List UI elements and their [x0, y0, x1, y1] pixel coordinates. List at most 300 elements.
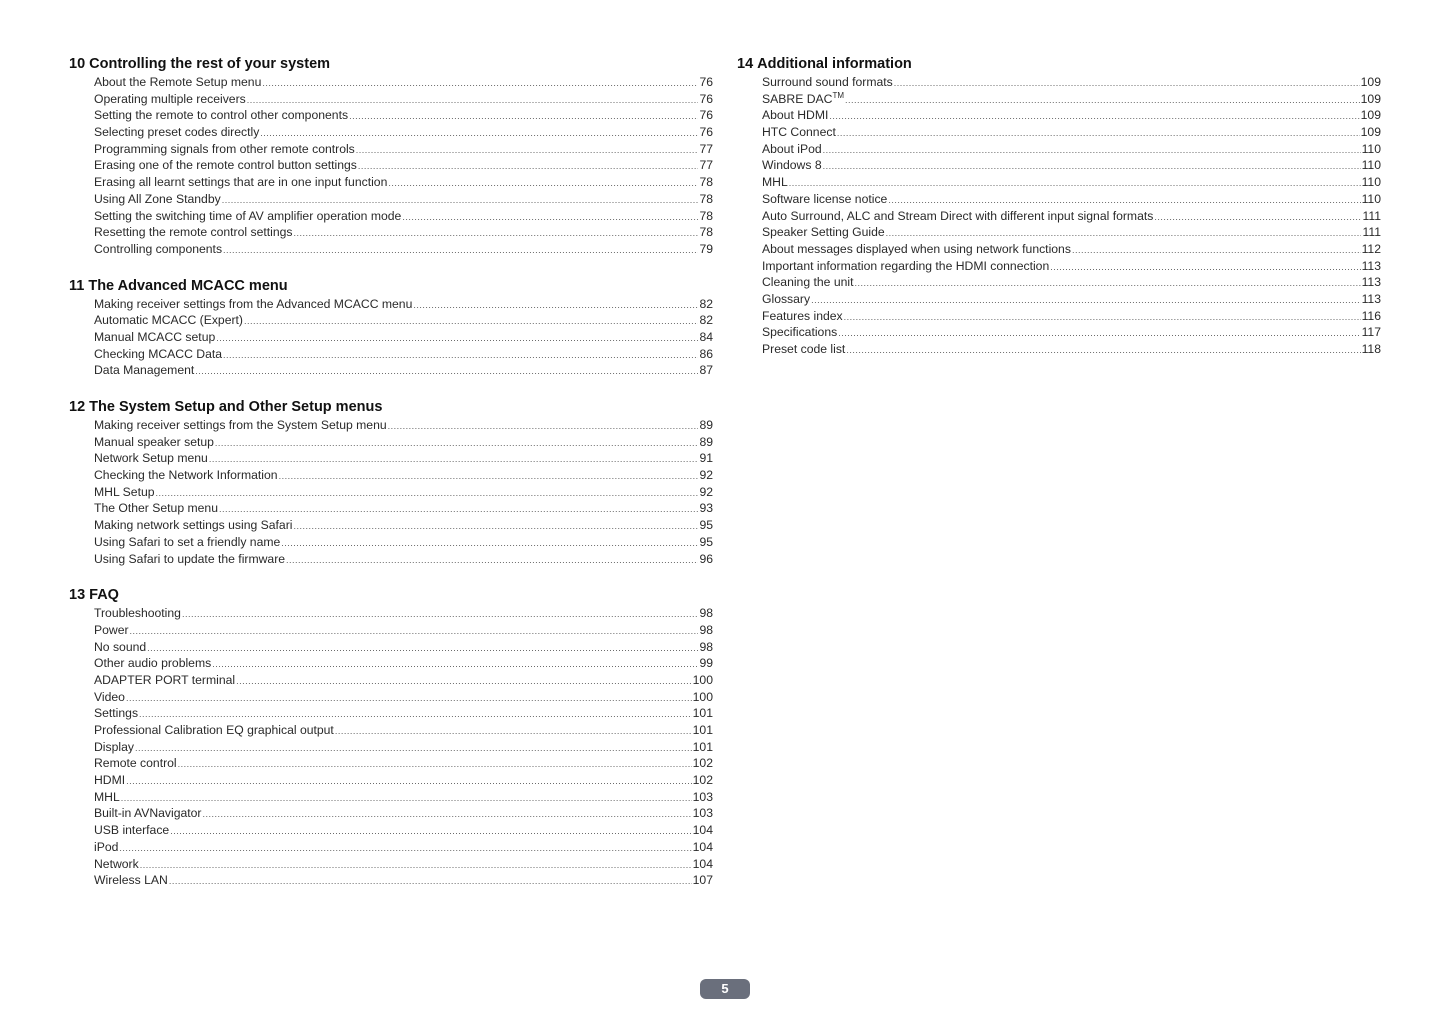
dot-leader	[178, 756, 692, 773]
toc-entry[interactable]	[737, 241, 1381, 258]
toc-entry[interactable]	[69, 856, 713, 873]
entry-page-number: 103	[692, 806, 713, 821]
entry-title-text: Erasing all learnt settings that are in one input function	[94, 175, 388, 190]
entry-title-text: Checking the Network Information	[94, 468, 278, 483]
entry-title-text: About the Remote Setup menu	[94, 75, 262, 89]
entry-title	[94, 417, 387, 434]
dot-leader	[823, 158, 1361, 175]
entry-title-text: Manual speaker setup	[94, 434, 214, 449]
toc-entry[interactable]	[737, 224, 1381, 241]
dot-leader	[139, 706, 692, 723]
entry-page-number: 98	[699, 622, 713, 637]
toc-entry[interactable]	[69, 208, 713, 225]
dot-leader	[279, 468, 699, 485]
entry-title	[94, 434, 214, 451]
dot-leader	[119, 840, 691, 857]
entry-title-text: iPod	[94, 839, 119, 854]
entry-page-number: 104	[692, 823, 713, 838]
entry-title	[762, 224, 885, 241]
toc-entry[interactable]	[737, 208, 1381, 225]
toc-entry[interactable]	[69, 872, 713, 889]
toc-entry[interactable]	[69, 296, 713, 313]
toc-entry[interactable]	[69, 191, 713, 208]
entry-page-number: 110	[1361, 141, 1381, 156]
dot-leader	[170, 823, 691, 840]
entry-title	[94, 157, 357, 174]
entry-title	[94, 689, 125, 706]
entry-page-number: 104	[692, 839, 713, 854]
toc-entry[interactable]	[737, 91, 1381, 108]
entry-title	[94, 739, 134, 756]
section-number: 10	[69, 56, 86, 72]
toc-section	[69, 398, 713, 567]
toc-entry[interactable]	[69, 534, 713, 551]
entry-page-number: 104	[692, 856, 713, 871]
entry-title-text: Settings	[94, 706, 139, 721]
toc-entry[interactable]	[737, 308, 1381, 325]
entry-title	[762, 124, 836, 141]
dot-leader	[130, 623, 699, 640]
section-heading[interactable]	[69, 586, 713, 605]
dot-leader	[1072, 242, 1361, 259]
entry-title-text: ADAPTER PORT terminal	[94, 672, 236, 687]
dot-leader	[126, 690, 692, 707]
toc-entry[interactable]	[69, 655, 713, 672]
section-title: The System Setup and Other Setup menus	[89, 399, 383, 415]
toc-entry[interactable]	[69, 224, 713, 241]
entry-page-number: 91	[699, 451, 713, 466]
toc-entry[interactable]	[69, 124, 713, 141]
entry-title	[762, 91, 844, 108]
entry-title-text: About HDMI	[762, 108, 829, 123]
toc-entry[interactable]	[69, 417, 713, 434]
toc-entry[interactable]	[69, 789, 713, 806]
entry-title-text: MHL	[94, 789, 120, 804]
entry-title	[762, 308, 843, 325]
entry-page-number: 109	[1360, 75, 1381, 89]
dot-leader	[195, 363, 698, 380]
entry-page-number: 77	[699, 141, 713, 156]
entry-title-text: Automatic MCACC (Expert)	[94, 313, 243, 328]
entry-title	[94, 722, 334, 739]
dot-leader	[147, 640, 698, 657]
entry-page-number: 95	[699, 518, 713, 533]
entry-page-number: 109	[1360, 108, 1381, 123]
toc-entry[interactable]	[69, 672, 713, 689]
entry-page-number: 92	[699, 484, 713, 499]
entry-page-number: 95	[699, 534, 713, 549]
entry-page-number: 113	[1361, 258, 1381, 273]
entry-title	[762, 174, 788, 191]
dot-leader	[247, 92, 699, 109]
dot-leader	[262, 75, 698, 92]
entry-title-text: Cleaning the unit	[762, 275, 854, 290]
entry-title-text: Operating multiple receivers	[94, 91, 246, 106]
entry-page-number: 82	[699, 296, 713, 311]
dot-leader	[854, 275, 1360, 292]
entry-title	[762, 107, 828, 124]
entry-title	[94, 450, 208, 467]
entry-page-number: 98	[699, 639, 713, 654]
entry-title-text: HTC Connect	[762, 125, 836, 140]
dot-leader	[402, 209, 698, 226]
entry-title	[94, 141, 355, 158]
trademark-superscript: TM	[832, 90, 844, 100]
entry-title	[94, 672, 235, 689]
entry-title	[762, 141, 822, 158]
entry-title-text: MHL Setup	[94, 484, 155, 499]
dot-leader	[335, 723, 692, 740]
entry-title-text: Important information regarding the HDMI connection	[762, 258, 1050, 273]
entry-title-text: Speaker Setting Guide	[762, 225, 885, 240]
dot-leader	[829, 108, 1359, 125]
entry-title	[94, 467, 278, 484]
entry-page-number: 76	[699, 91, 713, 106]
entry-title	[762, 274, 853, 291]
entry-title-text: Using All Zone Standby	[94, 191, 221, 206]
dot-leader	[244, 313, 698, 330]
toc-entry[interactable]	[737, 274, 1381, 291]
entry-title	[762, 208, 1153, 225]
entry-page-number: 100	[692, 672, 713, 687]
entry-title-text: Professional Calibration EQ graphical output	[94, 723, 334, 737]
dot-leader	[789, 175, 1361, 192]
page-number-badge: 5	[700, 979, 750, 999]
entry-page-number: 118	[1361, 342, 1381, 356]
toc-entry[interactable]	[69, 467, 713, 484]
entry-title-text: Setting the remote to control other components	[94, 108, 349, 123]
dot-leader	[811, 292, 1360, 309]
entry-page-number: 93	[699, 501, 713, 516]
dot-leader	[356, 142, 699, 159]
dot-leader	[388, 175, 698, 192]
section-heading[interactable]	[69, 277, 713, 296]
entry-title	[94, 484, 155, 501]
toc-entry[interactable]	[69, 705, 713, 722]
dot-leader	[281, 535, 698, 552]
toc-entry[interactable]	[69, 551, 713, 568]
dot-leader	[1050, 259, 1360, 276]
toc-entry[interactable]	[69, 91, 713, 108]
dot-leader	[846, 342, 1360, 359]
toc-entry[interactable]	[69, 107, 713, 124]
entry-title	[94, 839, 118, 856]
entry-title	[762, 157, 822, 174]
dot-leader	[215, 435, 699, 452]
toc-entry[interactable]	[737, 157, 1381, 174]
entry-title	[94, 174, 387, 191]
dot-leader	[823, 142, 1361, 159]
toc-entry[interactable]	[69, 622, 713, 639]
entry-page-number: 101	[692, 723, 713, 737]
toc-entry[interactable]	[69, 839, 713, 856]
toc-section	[69, 586, 713, 889]
dot-leader	[413, 297, 698, 314]
entry-page-number: 98	[699, 606, 713, 621]
entry-title	[94, 296, 412, 313]
dot-leader	[1154, 209, 1361, 226]
dot-leader	[169, 873, 692, 890]
entry-title-text: Software license notice	[762, 191, 888, 206]
entry-title-text: Display	[94, 739, 134, 754]
entry-page-number: 78	[699, 225, 713, 240]
toc-entry[interactable]	[737, 291, 1381, 308]
entry-title	[94, 872, 168, 889]
toc-entry[interactable]	[69, 346, 713, 363]
section-number: 12	[69, 399, 86, 415]
entry-title-text: Selecting preset codes directly	[94, 125, 260, 140]
entry-title-text: Preset code list	[762, 342, 846, 356]
entry-title	[94, 74, 261, 91]
section-heading[interactable]	[69, 398, 713, 417]
entry-title	[94, 551, 285, 568]
entry-page-number: 100	[692, 689, 713, 704]
entry-title	[94, 329, 215, 346]
entry-page-number: 82	[699, 313, 713, 328]
entry-page-number: 87	[699, 363, 713, 378]
entry-title	[94, 822, 169, 839]
entry-title	[94, 534, 280, 551]
entry-title-text: Manual MCACC setup	[94, 329, 216, 344]
toc-entry[interactable]	[69, 605, 713, 622]
dot-leader	[286, 552, 698, 569]
entry-page-number: 107	[692, 873, 713, 888]
entry-title	[94, 655, 211, 672]
dot-leader	[209, 451, 699, 468]
entry-title	[94, 705, 138, 722]
entry-title-text: Making receiver settings from the Advanced MCACC menu	[94, 296, 413, 311]
toc-section	[69, 55, 713, 258]
entry-page-number: 78	[699, 208, 713, 223]
entry-page-number: 78	[699, 191, 713, 206]
entry-title-text: The Other Setup menu	[94, 501, 218, 516]
entry-page-number: 117	[1361, 325, 1381, 340]
entry-page-number: 110	[1361, 175, 1381, 190]
section-number: 11	[69, 277, 85, 294]
dot-leader	[202, 806, 691, 823]
entry-title-text: Remote control	[94, 756, 177, 771]
section-title: FAQ	[89, 587, 119, 604]
entry-page-number: 89	[699, 418, 713, 432]
entry-page-number: 102	[692, 756, 713, 771]
dot-leader	[358, 158, 699, 175]
dot-leader	[837, 125, 1360, 142]
dot-leader	[126, 773, 692, 790]
toc-entry-list	[69, 605, 713, 889]
entry-title-text: About messages displayed when using network functions	[762, 241, 1071, 256]
entry-title	[94, 362, 194, 379]
entry-title	[94, 639, 146, 656]
toc-entry[interactable]	[69, 689, 713, 706]
dot-leader	[222, 192, 699, 209]
dot-leader	[888, 192, 1360, 209]
dot-leader	[223, 242, 698, 259]
toc-entry[interactable]	[69, 822, 713, 839]
entry-title-text: Power	[94, 622, 129, 637]
entry-page-number: 110	[1361, 191, 1381, 206]
entry-page-number: 113	[1361, 275, 1381, 290]
toc-entry[interactable]	[69, 174, 713, 191]
toc-entry[interactable]	[69, 722, 713, 739]
section-title: Controlling the rest of your system	[89, 56, 331, 72]
entry-title-text: Making receiver settings from the System Setup menu	[94, 418, 387, 432]
toc-entry[interactable]	[69, 484, 713, 501]
entry-title-text: Data Management	[94, 363, 195, 378]
toc-entry[interactable]	[69, 755, 713, 772]
entry-page-number: 103	[692, 789, 713, 804]
toc-entry-list	[69, 417, 713, 567]
entry-page-number: 112	[1361, 241, 1381, 256]
entry-title	[94, 191, 221, 208]
toc-entry[interactable]	[69, 312, 713, 329]
dot-leader	[223, 347, 698, 364]
entry-title	[762, 324, 837, 341]
entry-title-text: Built-in AVNavigator	[94, 806, 202, 821]
entry-title-text: Erasing one of the remote control button settings	[94, 158, 357, 173]
dot-leader	[838, 325, 1360, 342]
toc-section	[69, 277, 713, 379]
entry-title	[94, 755, 177, 772]
entry-title-text: Programming signals from other remote controls	[94, 141, 355, 156]
entry-page-number: 109	[1360, 125, 1381, 140]
toc-entry[interactable]	[69, 434, 713, 451]
section-heading[interactable]	[69, 55, 713, 74]
entry-title-text: Network Setup menu	[94, 451, 208, 466]
entry-page-number: 102	[692, 773, 713, 788]
toc-entry[interactable]	[69, 74, 713, 91]
section-number: 14	[737, 56, 754, 72]
toc-entry[interactable]	[737, 107, 1381, 124]
toc-entry[interactable]	[69, 450, 713, 467]
entry-page-number: 77	[699, 158, 713, 173]
toc-entry[interactable]	[69, 141, 713, 158]
toc-entry-list	[69, 296, 713, 379]
toc-entry[interactable]	[737, 74, 1381, 91]
entry-title	[762, 341, 845, 358]
section-title: Additional information	[757, 56, 912, 72]
entry-title-text: No sound	[94, 639, 147, 654]
toc-entry[interactable]	[69, 500, 713, 517]
dot-leader	[140, 857, 692, 874]
entry-title-text: Controlling components	[94, 241, 223, 256]
dot-leader	[388, 418, 699, 435]
toc-entry[interactable]	[69, 517, 713, 534]
entry-page-number: 111	[1362, 225, 1381, 240]
entry-title	[762, 258, 1049, 275]
section-title: The Advanced MCACC menu	[88, 277, 288, 294]
entry-page-number: 109	[1360, 91, 1381, 106]
dot-leader	[886, 225, 1362, 242]
entry-title	[762, 241, 1071, 258]
toc-entry-list	[69, 74, 713, 258]
entry-title	[762, 74, 893, 91]
entry-title	[94, 208, 401, 225]
entry-title-text: MHL	[762, 175, 788, 190]
toc-column-left	[69, 55, 713, 908]
entry-title-text: Using Safari to set a friendly name	[94, 534, 281, 549]
dot-leader	[293, 518, 698, 535]
entry-title-text: Troubleshooting	[94, 606, 181, 621]
entry-title-text: HDMI	[94, 773, 126, 788]
entry-page-number: 113	[1361, 291, 1381, 306]
dot-leader	[121, 790, 692, 807]
entry-title-text: Wireless LAN	[94, 873, 168, 888]
entry-page-number: 99	[699, 656, 713, 671]
toc-entry[interactable]	[69, 241, 713, 258]
entry-title	[94, 622, 129, 639]
entry-page-number: 84	[699, 329, 713, 344]
toc-entry[interactable]	[737, 141, 1381, 158]
dot-leader	[212, 656, 698, 673]
entry-title	[94, 107, 348, 124]
entry-title-text: Resetting the remote control settings	[94, 225, 293, 240]
entry-page-number: 76	[699, 75, 713, 89]
toc-entry[interactable]	[69, 805, 713, 822]
toc-entry[interactable]	[69, 329, 713, 346]
dot-leader	[260, 125, 698, 142]
entry-title-text: Specifications	[762, 325, 838, 340]
entry-title	[762, 191, 887, 208]
toc-entry[interactable]	[69, 772, 713, 789]
toc-entry[interactable]	[737, 324, 1381, 341]
entry-page-number: 76	[699, 125, 713, 140]
toc-entry[interactable]	[69, 157, 713, 174]
entry-title-text: Making network settings using Safari	[94, 518, 293, 533]
entry-title	[94, 805, 201, 822]
entry-title-text: Windows 8	[762, 158, 822, 173]
entry-title-text: Features index	[762, 308, 843, 323]
dot-leader	[349, 108, 698, 125]
entry-title	[94, 772, 125, 789]
dot-leader	[219, 501, 698, 518]
toc-entry[interactable]	[737, 174, 1381, 191]
section-heading[interactable]	[737, 55, 1381, 74]
entry-title	[94, 346, 222, 363]
entry-title	[94, 500, 218, 517]
toc-entry[interactable]	[69, 639, 713, 656]
entry-title-text: Surround sound formats	[762, 75, 893, 89]
entry-title-text: Using Safari to update the firmware	[94, 551, 286, 566]
entry-title-text: Auto Surround, ALC and Stream Direct with different input signal formats	[762, 208, 1154, 223]
entry-title-text: Setting the switching time of AV amplifier operation mode	[94, 208, 402, 223]
toc-entry[interactable]	[737, 258, 1381, 275]
entry-page-number: 78	[699, 175, 713, 190]
entry-title-text: USB interface	[94, 823, 170, 838]
entry-title	[94, 124, 259, 141]
toc-entry-list	[737, 74, 1381, 358]
entry-page-number: 86	[699, 346, 713, 361]
entry-title-text: Checking MCACC Data	[94, 346, 223, 361]
entry-title-text: SABRE DAC	[762, 91, 833, 106]
entry-title	[762, 291, 810, 308]
dot-leader	[135, 740, 692, 757]
entry-page-number: 96	[699, 551, 713, 566]
dot-leader	[894, 75, 1360, 92]
entry-title-text: About iPod	[762, 141, 822, 156]
toc-entry[interactable]	[737, 124, 1381, 141]
toc-entry[interactable]	[737, 341, 1381, 358]
entry-title	[94, 789, 120, 806]
entry-page-number: 101	[692, 739, 713, 754]
entry-title-text: Network	[94, 856, 139, 871]
toc-entry[interactable]	[737, 191, 1381, 208]
entry-title	[94, 312, 243, 329]
toc-entry[interactable]	[69, 739, 713, 756]
dot-leader	[844, 309, 1361, 326]
toc-entry[interactable]	[69, 362, 713, 379]
entry-title-text: Other audio problems	[94, 656, 212, 671]
entry-title	[94, 856, 139, 873]
